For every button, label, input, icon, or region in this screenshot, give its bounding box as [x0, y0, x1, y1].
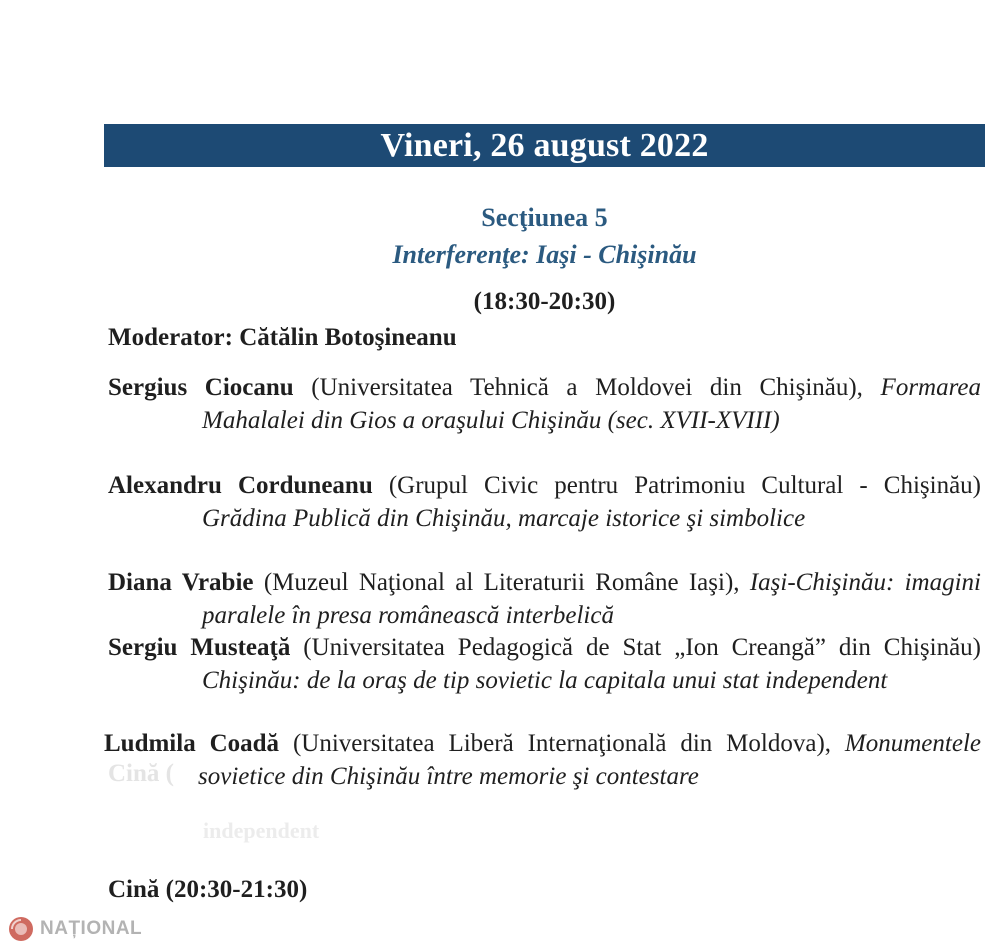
- ghost-text: Cină (: [108, 760, 174, 787]
- dinner-line: Cină (20:30-21:30): [108, 876, 308, 903]
- national-logo-icon: [8, 916, 34, 942]
- section-time: (18:30-20:30): [473, 288, 616, 315]
- moderator-line: Moderator: Cătălin Botoşineanu: [108, 324, 457, 351]
- talk-affiliation: (Grupul Civic pentru Patrimoniu Cultural - Chişinău): [372, 472, 982, 499]
- talk-item: [108, 567, 981, 632]
- date-banner: [104, 124, 985, 167]
- talk-speaker: Sergius Ciocanu: [108, 374, 294, 401]
- talk-speaker: Ludmila Coadă: [104, 730, 280, 757]
- watermark-text: NAȚIONAL: [40, 918, 143, 939]
- talk-item: [104, 728, 981, 793]
- talk-item: [108, 470, 981, 535]
- talk-item: [108, 632, 981, 697]
- talk-affiliation: (Universitatea Tehnică a Moldovei din Chişinău),: [293, 374, 881, 401]
- ghost-text: independent: [203, 818, 320, 843]
- date-title: Vineri, 26 august 2022: [380, 126, 709, 164]
- talk-title: Grădina Publică din Chişinău, marcaje istorice şi simbolice: [202, 504, 806, 532]
- watermark: [8, 916, 142, 942]
- talk-speaker: Alexandru Corduneanu: [108, 472, 373, 499]
- talk-speaker: Sergiu Musteaţă: [108, 634, 291, 661]
- section-subtitle: Interferenţe: Iaşi - Chişinău: [392, 240, 697, 269]
- talk-title: Formarea Mahalalei din Gios a oraşului Chişinău (sec. XVII-XVIII): [202, 374, 981, 434]
- talk-speaker: Diana Vrabie: [108, 569, 254, 596]
- talk-affiliation: (Muzeul Naţional al Literaturii Române Iaşi),: [253, 569, 750, 596]
- talk-title: Chişinău: de la oraş de tip sovietic la capitala unui stat independent: [202, 666, 888, 694]
- section-title: Secţiunea 5: [481, 203, 608, 232]
- talk-title: Monumentele sovietice din Chişinău între memorie şi contestare: [198, 730, 981, 790]
- talk-item: [108, 372, 981, 437]
- talk-affiliation: (Universitatea Pedagogică de Stat „Ion Creangă” din Chişinău): [290, 634, 981, 661]
- talk-affiliation: (Universitatea Liberă Internaţională din Moldova),: [279, 730, 845, 757]
- talk-title: Iaşi-Chişinău: imagini paralele în presa românească interbelică: [202, 569, 981, 629]
